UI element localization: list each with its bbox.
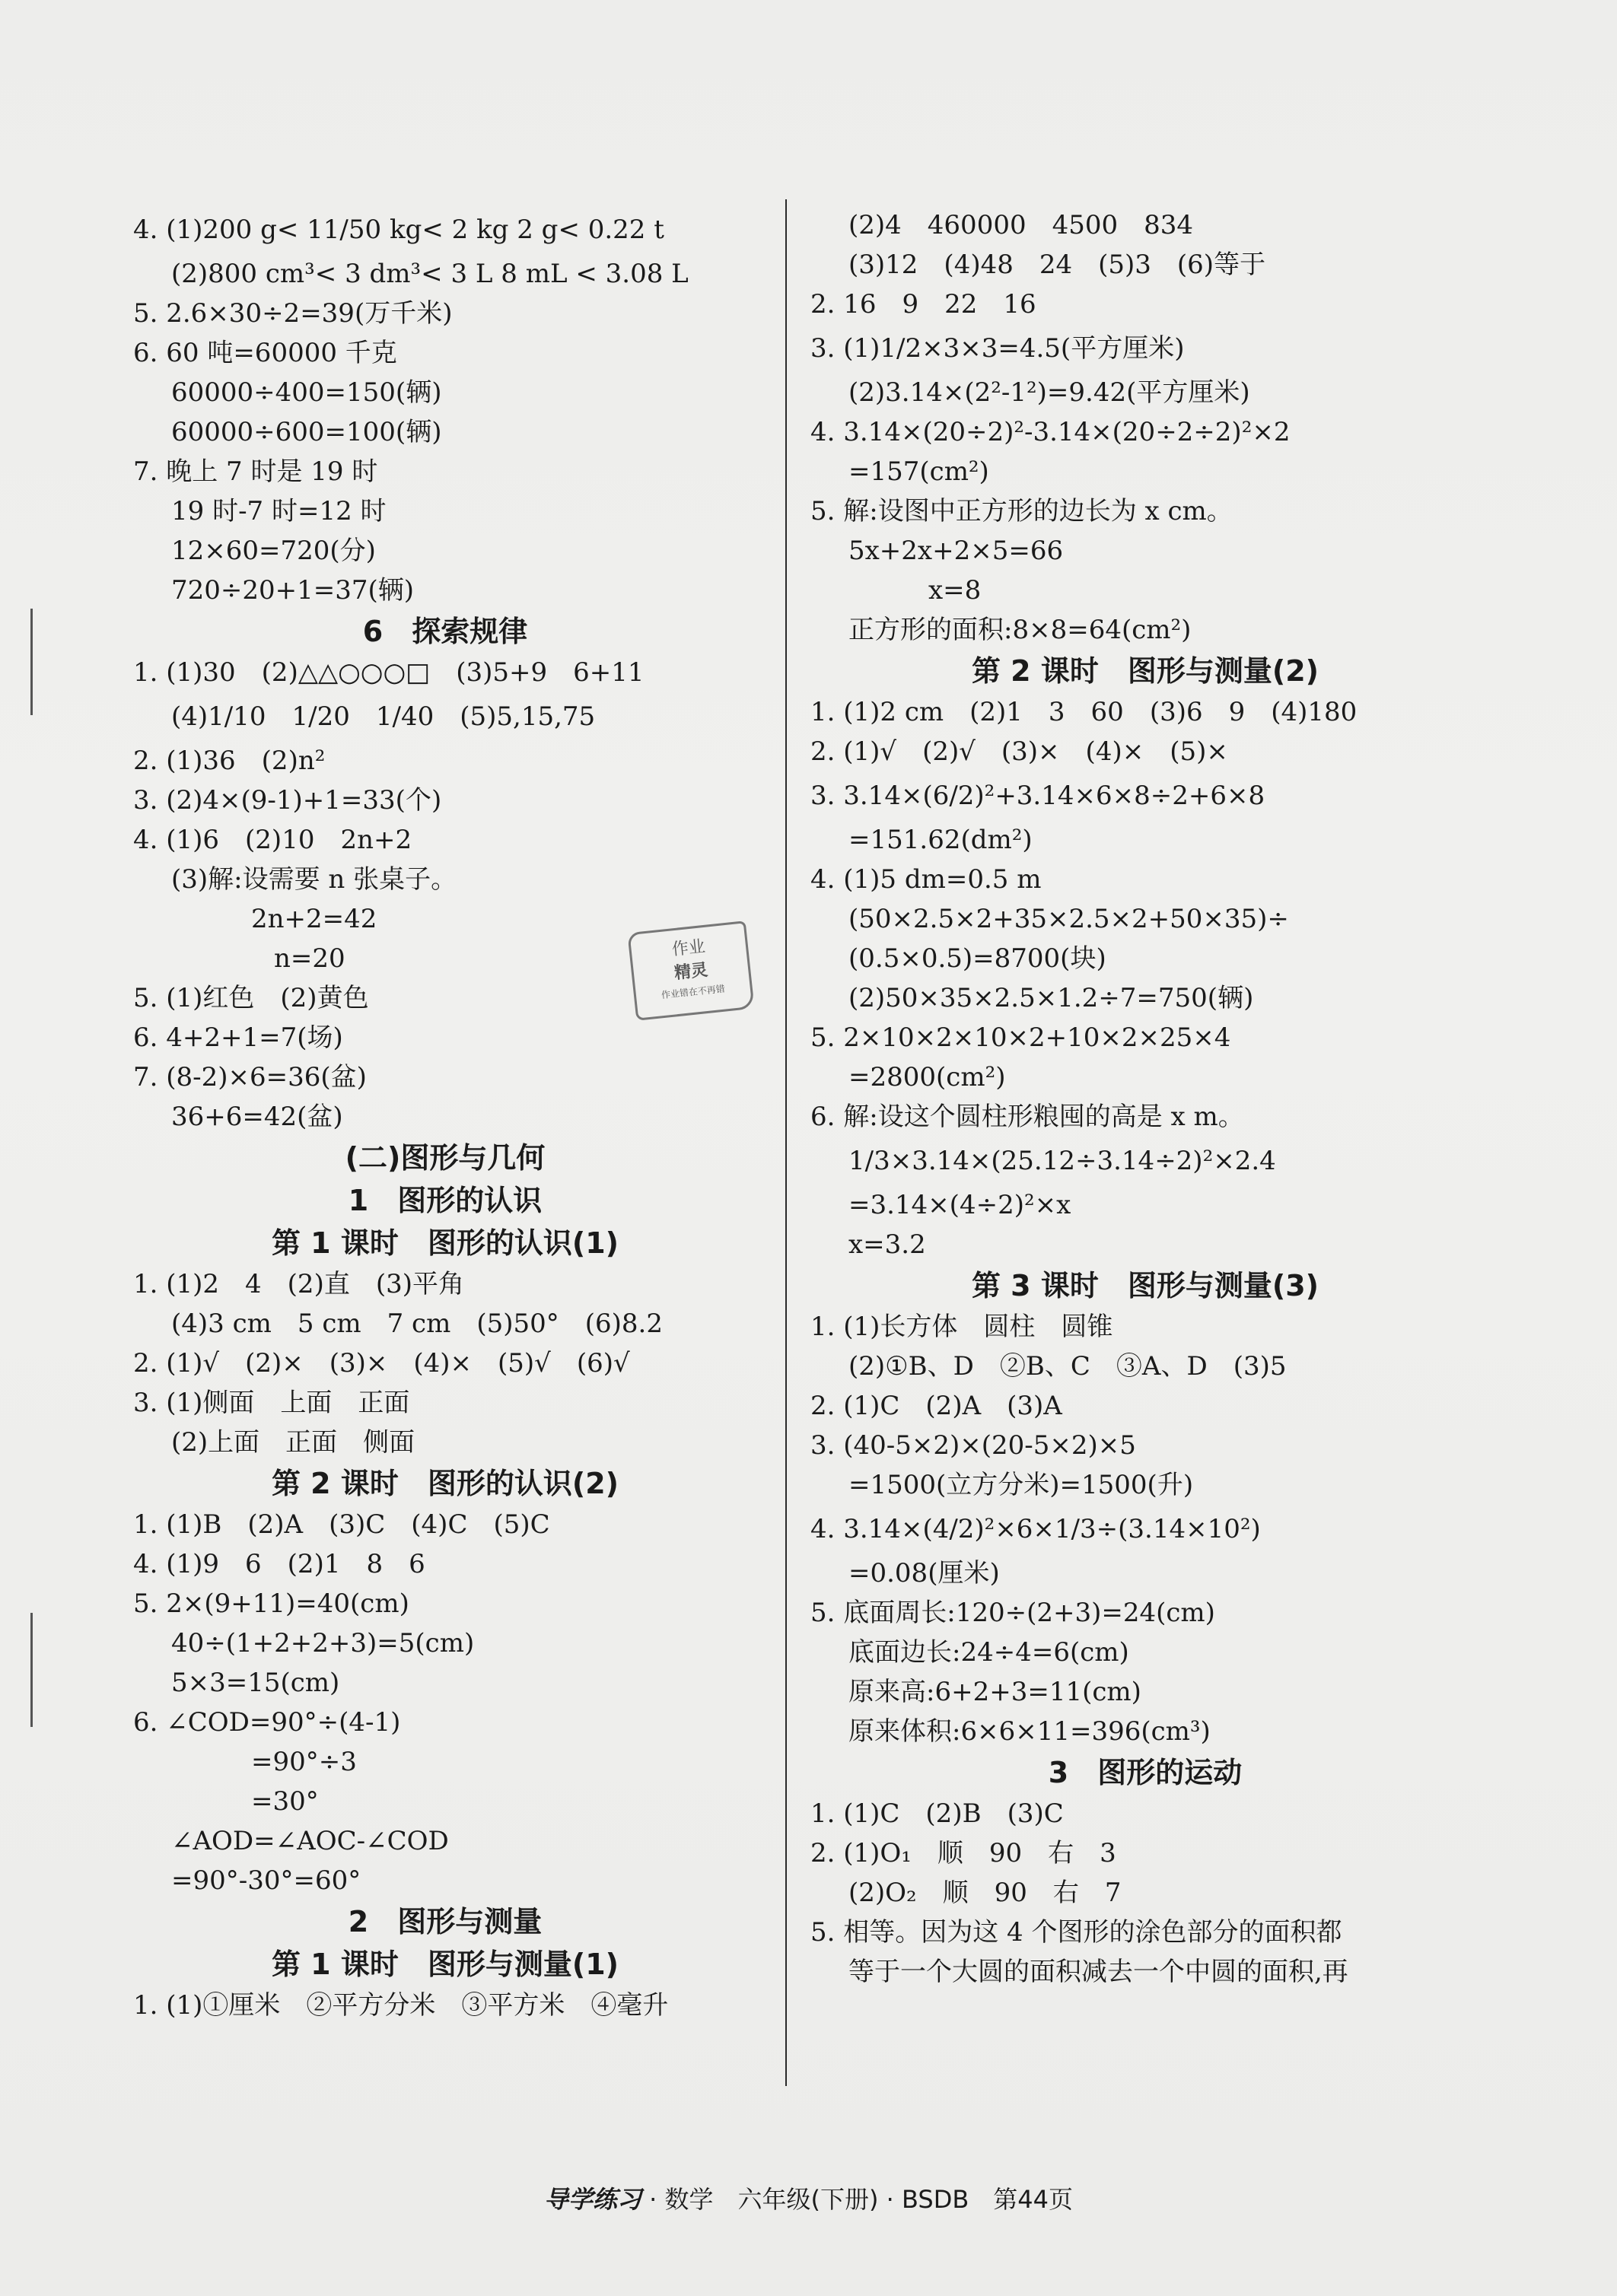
answer-line: 3. (1)1/2×3×3=4.5(平方厘米) [810,333,1185,364]
answer-line: 正方形的面积:8×8=64(cm²) [848,615,1192,645]
column-divider [785,199,787,2086]
answer-line: =0.08(厘米) [848,1558,1000,1588]
answer-line: 4. (1)9 6 (2)1 8 6 [133,1549,425,1579]
answer-line: 2. 16 9 22 16 [810,289,1036,320]
answer-line: x=3.2 [848,1229,926,1260]
answer-line: 3. 3.14×(6/2)²+3.14×6×8÷2+6×8 [810,781,1265,811]
binding-mark [30,1613,33,1727]
answer-line: =151.62(dm²) [848,825,1033,855]
answer-line: (2)50×35×2.5×1.2÷7=750(辆) [848,983,1254,1013]
answer-line: 5. 相等。因为这 4 个图形的涂色部分的面积都 [810,1917,1342,1948]
stamp-line-2: 精灵 [673,960,709,984]
answer-line: 2n+2=42 [251,904,377,934]
answer-line: 2. (1)√ (2)√ (3)× (4)× (5)× [810,736,1228,767]
binding-mark [30,609,33,715]
answer-line: 60000÷600=100(辆) [171,417,442,447]
left-column [133,205,757,2025]
answer-line: 1/3×3.14×(25.12÷3.14÷2)²×2.4 [848,1146,1276,1176]
answer-line: 4. (1)6 (2)10 2n+2 [133,825,412,855]
answer-line: =1500(立方分米)=1500(升) [848,1470,1194,1500]
answer-line: (4)1/10 1/20 1/40 (5)5,15,75 [171,701,596,732]
answer-line: (50×2.5×2+35×2.5×2+50×35)÷ [848,904,1289,934]
section-heading: (二)图形与几何 [345,1141,546,1175]
answer-line: (2)3.14×(2²-1²)=9.42(平方厘米) [848,377,1250,408]
answer-line: 1. (1)2 4 (2)直 (3)平角 [133,1269,464,1299]
answer-line: (2)4 460000 4500 834 [848,210,1194,240]
page-footer [0,2180,1617,2215]
answer-line: (2)O₂ 顺 90 右 7 [848,1878,1122,1908]
stamp-line-1: 作业 [670,937,707,960]
answer-line: 1. (1)30 (2)△△○○○□ (3)5+9 6+11 [133,657,645,688]
footer-text: · 数学 六年级(下册) · BSDB 第44页 [649,2185,1074,2214]
section-heading: 第 2 课时 图形的认识(2) [271,1467,619,1500]
answer-line: 6. 解:设这个圆柱形粮囤的高是 x m。 [810,1102,1244,1132]
answer-line: (2)①B、D ②B、C ③A、D (3)5 [848,1351,1287,1382]
answer-line: 1. (1)①厘米 ②平方分米 ③平方米 ④毫升 [133,1990,669,2021]
section-heading: 第 3 课时 图形与测量(3) [971,1269,1319,1302]
stamp-watermark [627,921,754,1021]
section-heading: 第 1 课时 图形与测量(1) [271,1948,619,1981]
section-heading: 第 1 课时 图形的认识(1) [271,1226,619,1260]
answer-line: 2. (1)C (2)A (3)A [810,1391,1062,1421]
answer-line: 1. (1)长方体 圆柱 圆锥 [810,1312,1113,1342]
answer-line: (2)800 cm³< 3 dm³< 3 L 8 mL < 3.08 L [171,259,689,289]
section-heading: 3 图形的运动 [1048,1756,1243,1789]
footer-brand: 导学练习 [543,2185,641,2214]
answer-line: 2. (1)√ (2)× (3)× (4)× (5)√ (6)√ [133,1348,630,1379]
answer-line: 5. 2×10×2×10×2+10×2×25×4 [810,1022,1231,1053]
answer-line: 5. 2×(9+11)=40(cm) [133,1588,409,1619]
answer-line: (3)解:设需要 n 张桌子。 [171,864,457,895]
answer-line: 720÷20+1=37(辆) [171,575,415,606]
answer-line: 1. (1)B (2)A (3)C (4)C (5)C [133,1509,550,1540]
answer-line: 3. (1)侧面 上面 正面 [133,1388,410,1418]
right-column [810,205,1480,1992]
answer-line: 2. (1)36 (2)n² [133,746,326,776]
answer-line: 6. 4+2+1=7(场) [133,1022,343,1053]
section-heading: 第 2 课时 图形与测量(2) [971,654,1319,688]
answer-line: 3. (2)4×(9-1)+1=33(个) [133,785,442,816]
answer-line: =90°-30°=60° [171,1865,361,1896]
answer-line: 2. (1)O₁ 顺 90 右 3 [810,1838,1116,1868]
answer-line: 7. 晚上 7 时是 19 时 [133,456,378,487]
answer-line: 40÷(1+2+2+3)=5(cm) [171,1628,475,1658]
answer-line: 60000÷400=150(辆) [171,377,442,408]
answer-line: n=20 [274,943,345,974]
answer-line: 4. 3.14×(20÷2)²-3.14×(20÷2÷2)²×2 [810,417,1291,447]
section-heading: 6 探索规律 [362,615,528,648]
answer-line: 5. (1)红色 (2)黄色 [133,983,369,1013]
answer-line: =157(cm²) [848,456,989,487]
answer-line: (3)12 (4)48 24 (5)3 (6)等于 [848,250,1266,280]
answer-line: =90°÷3 [251,1747,357,1777]
answer-line: 原来高:6+2+3=11(cm) [848,1677,1141,1707]
answer-line: 4. 3.14×(4/2)²×6×1/3÷(3.14×10²) [810,1514,1261,1544]
answer-line: 等于一个大圆的面积减去一个中圆的面积,再 [848,1957,1348,1987]
answer-line: 1. (1)2 cm (2)1 3 60 (3)6 9 (4)180 [810,697,1358,727]
answer-line: (0.5×0.5)=8700(块) [848,943,1106,974]
answer-line: (4)3 cm 5 cm 7 cm (5)50° (6)8.2 [171,1309,663,1339]
answer-line: 5. 2.6×30÷2=39(万千米) [133,298,453,329]
answer-line: 原来体积:6×6×11=396(cm³) [848,1716,1211,1747]
answer-line: 19 时-7 时=12 时 [171,496,387,526]
stamp-line-3: 作业错在不再错 [660,983,726,1001]
answer-line: (2)上面 正面 侧面 [171,1427,415,1458]
answer-line: =30° [251,1786,319,1817]
answer-line: 5×3=15(cm) [171,1668,340,1698]
answer-line: 5. 解:设图中正方形的边长为 x cm。 [810,496,1233,526]
answer-line: =2800(cm²) [848,1062,1006,1092]
answer-line: 5x+2x+2×5=66 [848,536,1064,566]
answer-line: 4. (1)200 g< 11/50 kg< 2 kg 2 g< 0.22 t [133,215,664,245]
answer-line: 底面边长:24÷4=6(cm) [848,1637,1129,1668]
section-heading: 1 图形的认识 [348,1184,543,1217]
answer-line: 12×60=720(分) [171,536,376,566]
answer-line: 6. ∠COD=90°÷(4-1) [133,1707,401,1738]
answer-line: 1. (1)C (2)B (3)C [810,1798,1064,1829]
answer-line: 4. (1)5 dm=0.5 m [810,864,1042,895]
answer-line: =3.14×(4÷2)²×x [848,1190,1071,1220]
answer-line: x=8 [928,575,982,606]
answer-line: 3. (40-5×2)×(20-5×2)×5 [810,1430,1136,1461]
section-heading: 2 图形与测量 [348,1905,543,1938]
answer-line: 5. 底面周长:120÷(2+3)=24(cm) [810,1598,1215,1628]
answer-line: ∠AOD=∠AOC-∠COD [171,1826,449,1856]
answer-line: 6. 60 吨=60000 千克 [133,338,397,368]
answer-line: 7. (8-2)×6=36(盆) [133,1062,367,1092]
answer-line: 36+6=42(盆) [171,1102,343,1132]
